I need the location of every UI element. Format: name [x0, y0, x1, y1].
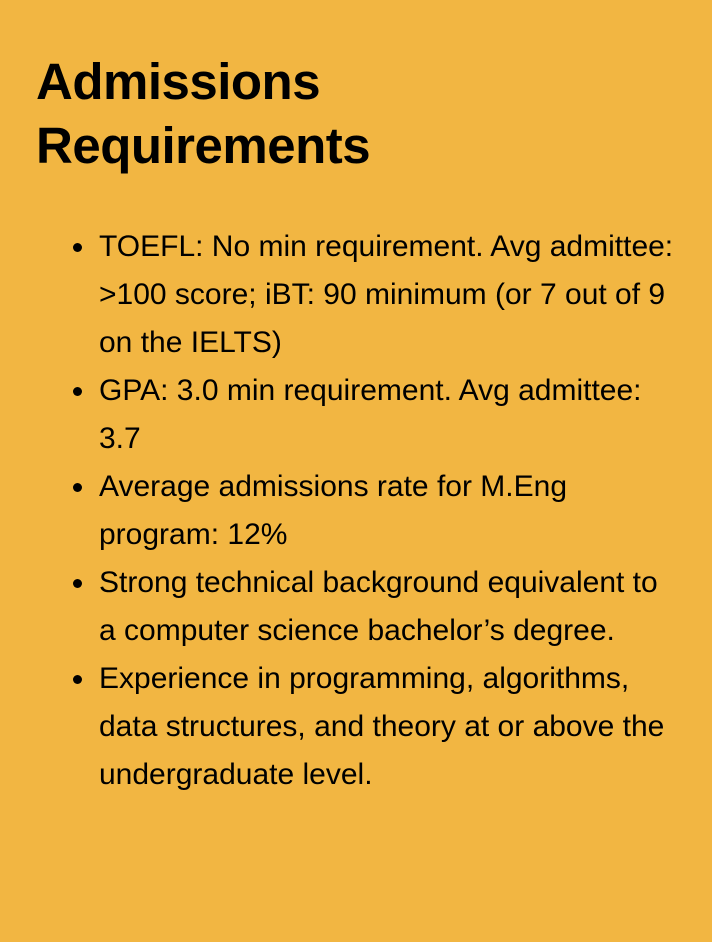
bullet-icon	[73, 483, 82, 492]
page-title: Admissions Requirements	[36, 53, 371, 174]
list-item	[99, 559, 674, 655]
requirement-text: TOEFL: No min requirement. Avg admittee: >100 score; iBT: 90 minimum (or 7 out of 9 on the IELTS)	[99, 230, 674, 359]
requirement-text: Average admissions rate for M.Eng program: 12%	[99, 470, 568, 551]
bullet-icon	[73, 579, 82, 588]
requirements-list	[36, 223, 672, 799]
requirement-text: GPA: 3.0 min requirement. Avg admittee: 3.7	[99, 374, 642, 455]
bullet-icon	[73, 675, 82, 684]
list-item	[99, 463, 674, 559]
list-item	[99, 655, 674, 799]
bullet-icon	[73, 243, 82, 252]
requirement-text: Experience in programming, algorithms, data structures, and theory at or above the undergraduate level.	[99, 662, 665, 791]
list-item	[99, 223, 674, 367]
list-item	[99, 367, 674, 463]
requirement-text: Strong technical background equivalent to a computer science bachelor’s degree.	[99, 566, 658, 647]
bullet-icon	[73, 387, 82, 396]
